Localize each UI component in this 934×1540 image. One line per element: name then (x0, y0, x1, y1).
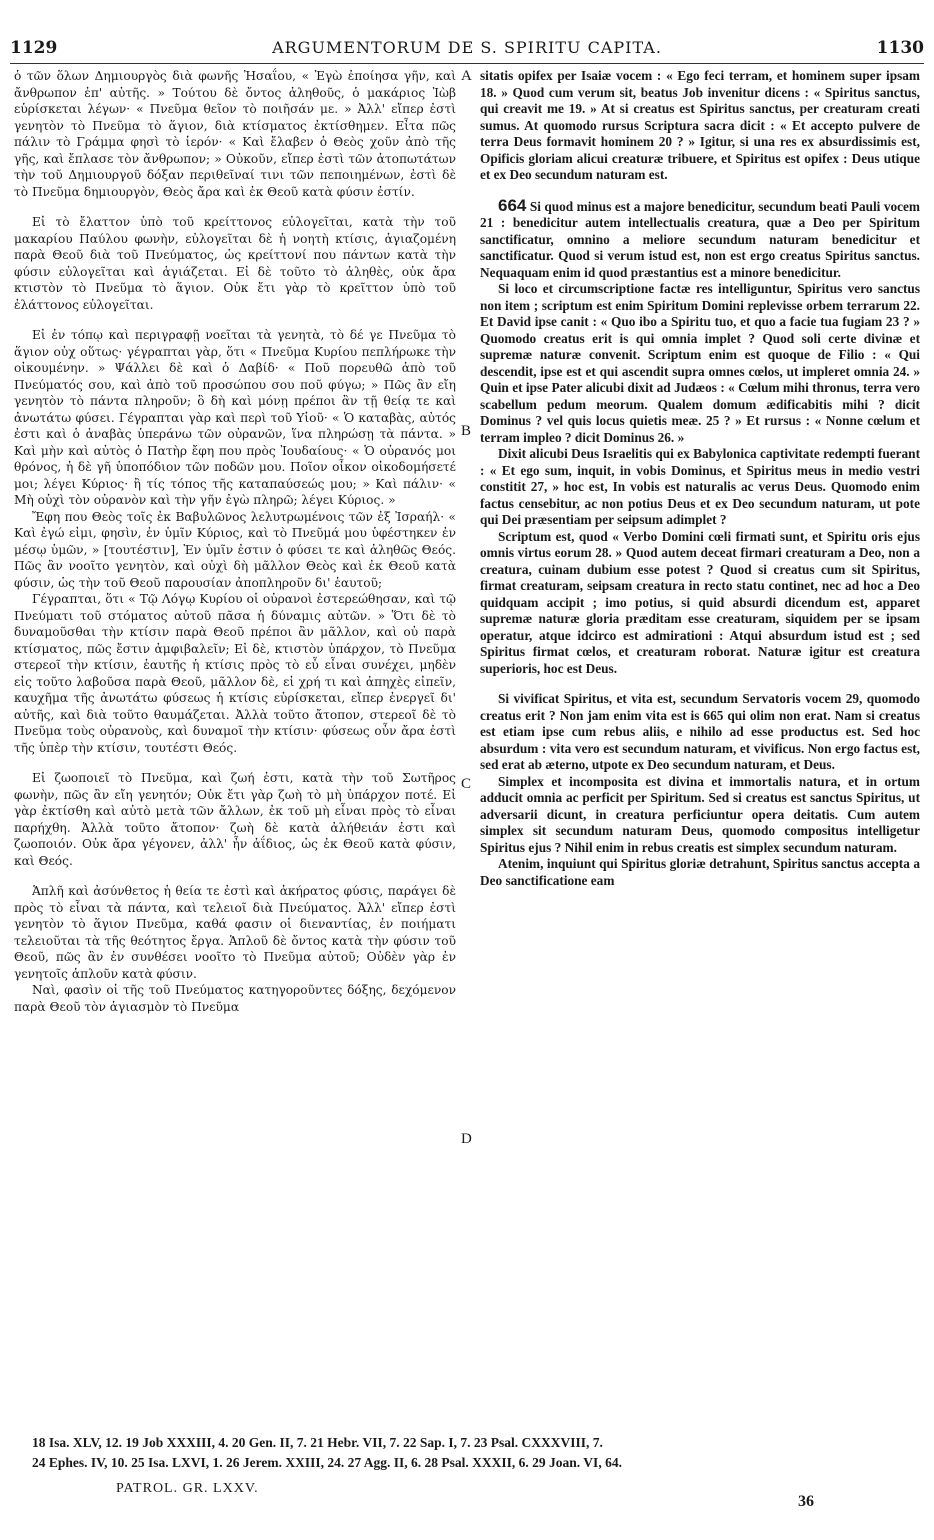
latin-paragraph: Si quod minus est a majore benedicitur, secundum beati Pauli vocem 21 : benedicitur autem intellectualis creatura, quæ a Deo per Spiritum sanctificatur, omnino a meliore secundum naturam benedicitur et sanctificatur. Quod si verum istud est, non est ergo creatus Spiritus sanctus. Nequaquam enim id quod præstantius est a minore benedicitur. (480, 198, 920, 280)
greek-paragraph: Εἰ τὸ ἔλαττον ὑπὸ τοῦ κρείττονος εὐλογεῖται, κατὰ τὴν τοῦ μακαρίου Παύλου φωνὴν, εὐλογεῖται δὲ ἡ νοητὴ κτίσις, ἁγιαζομένη παρὰ Θεοῦ διὰ τοῦ Πνεύματος, ὡς κρείττονί που πάντων κατὰ τὴν φύσιν εὐλογεῖται καὶ ἁγιάζεται. Εἰ δὲ τοῦτο τὸ ἀληθὲς, οὐκ ἄρα κτιστὸν τὸ Πνεῦμα τὸ ἅγιον. Οὐκ ἔτι γὰρ τὸ κρεῖττον ὑπὸ τοῦ ἐλάττονος εὐλογεῖται. (14, 215, 456, 312)
latin-paragraph: Simplex et incomposita est divina et immortalis natura, et in ortum adducit omnia ac perficit per Spiritum. Sed si creatus est sanctus Spiritus, ut adversarii dicunt, in creatura perficiuntur opera deitatis. Cum autem simplex sit secundum naturam Deus, quomodo compositus intelligetur Spiritus ejus ? Nihil enim in rebus creatis est simplex secundum naturam. (480, 773, 920, 855)
running-header (10, 38, 924, 62)
latin-column (480, 68, 920, 1410)
margin-letter-a: A (461, 68, 472, 84)
page-number-left: 1129 (10, 38, 58, 58)
latin-paragraph: sitatis opifex per Isaiæ vocem : « Ego feci terram, et hominem super ipsam 18. » Quod cum verum sit, beatus Job invenitur dicens : « Spiritus sanctus, qui creavit me 19. » At si creatus est Spiritus sanctus, per creaturam creati sumus. At quomodo rursus Scriptura sacra dicit : « Et accepto pulvere de terra Deus formavit hominem 20 ? » Igitur, si una res ex absurdissimis est, Opificis gloriam alicui creaturæ tribuere, et Spiritus est opifex : Deus utique et ex Deo secundum naturam est. (480, 68, 920, 182)
margin-letter-b: B (461, 423, 472, 439)
header-rule (10, 63, 924, 64)
greek-paragraph: Ἁπλῆ καὶ ἀσύνθετος ἡ θεία τε ἐστὶ καὶ ἀκήρατος φύσις, παράγει δὲ πρὸς τὸ εἶναι τὰ πάντα, καὶ τελειοῖ διὰ Πνεύματος. Ἀλλ' εἴπερ ἐστὶ γενητὸν τὸ ἅγιον Πνεῦμα, καθά φασιν οἱ διεναντίας, ἐν ποιήματι τελειοῦται τὰ τῆς θεότητος ἔργα. Ἁπλοῦ δὲ ὄντος κατὰ τὴν φύσιν τοῦ Θεοῦ, πῶς ἂν ἐν συνθέσει νοοῖτο τὸ Πνεῦμα αὐτοῦ; Οὐδὲν γὰρ ἐν γενητοῖς ἁπλοῦν κατὰ φύσιν. (14, 884, 456, 981)
greek-column (14, 68, 456, 1410)
greek-paragraph: ὁ τῶν ὅλων Δημιουργὸς διὰ φωνῆς Ἠσαΐου, « Ἐγὼ ἐποίησα γῆν, καὶ ἄνθρωπον ἐπ' αὐτῆς. » Τούτου δὲ ὄντος ἀληθοῦς, ὁ μακάριος Ἰὼβ εὑρίσκεται λέγων· « Πνεῦμα θεῖον τὸ ποιῆσάν με. » Ἀλλ' εἴπερ ἐστὶ γενητὸν τὸ Πνεῦμα τὸ ἅγιον, διὰ κτίσματος ἐκτίσθημεν. Εἶτα πῶς πάλιν τὸ Γράμμα φησὶ τὸ ἱερόν· « Καὶ ἔλαβεν ὁ Θεὸς χοῦν ἀπὸ τῆς γῆς, καὶ ἔπλασε τὸν ἄνθρωπον; » Οὐκοῦν, εἴπερ ἐστὶ τῶν ἀτοπωτάτων τὴν τοῦ Δημιουργοῦ δόξαν περιθεῖναί τινι τῶν πεποιημένων, ἐστὶ δὲ τὸ Πνεῦμα δημιουργὸν, Θεὸς ἄρα καὶ ἐκ Θεοῦ κατὰ φύσιν ἐστίν. (14, 69, 456, 199)
signature-number: 36 (798, 1493, 814, 1510)
greek-paragraph: Ἔφη που Θεὸς τοῖς ἐκ Βαβυλῶνος λελυτρωμένοις τῶν ἐξ Ἰσραήλ· « Καὶ ἐγώ εἰμι, φησὶν, ἐν ὑμῖν Κύριος, καὶ τὸ Πνεῦμά μου ὑφέστηκεν ἐν μέσῳ ὑμῶν, » [τουτέστιν], Ἐν ὑμῖν ἐστιν ὁ φύσει τε καὶ ἀληθῶς Θεός. Πῶς ἂν νοοῖτο γενητὸν, καὶ οὐχὶ δὴ μᾶλλον Θεὸς καὶ ἐκ Θεοῦ κατὰ φύσιν, ὡς τὴν τοῦ Θεοῦ παρουσίαν ἀποπληροῦν δι' ἑαυτοῦ; (14, 509, 456, 590)
running-title: ARGUMENTORUM DE S. SPIRITU CAPITA. (272, 38, 662, 57)
margin-letter-c: C (461, 776, 472, 792)
greek-paragraph: Εἰ ζωοποιεῖ τὸ Πνεῦμα, καὶ ζωή ἐστι, κατὰ τὴν τοῦ Σωτῆρος φωνὴν, πῶς ἂν εἴη γενητόν; Οὐκ ἔτι γὰρ ζωὴ τὸ μὴ ὑπάρχον ποτέ. Εἰ γὰρ ἐκτίσθη καὶ αὐτὸ μετὰ τῶν ἄλλων, ἐκ τοῦ μὴ εἶναι πρὸς τὸ εἶναι παρήχθη. Ἀλλὰ τοῦτο ἄτοπον· ζωὴ δὲ κατὰ ἀλήθειάν ἐστι καὶ ζωοποιόν. Οὐκ ἄρα γέγονεν, ἀλλ' ἦν ἀΐδιος, ὡς ἐκ Θεοῦ κατὰ φύσιν, καὶ Θεός. (14, 771, 456, 868)
series-footer: PATROL. GR. LXXV. (116, 1481, 259, 1496)
latin-paragraph: Scriptum est, quod « Verbo Domini cœli firmati sunt, et Spiritu oris ejus omnis virtus eorum 28. » Quod autem deceat firmari creaturam a Deo, non a creatura, cuinam dubium esse potest ? Quod si creatus cum sit Spiritus, firmat creaturam, seipsam creatura in recto statu continet, nec ad hoc a Deo quidquam accipit ; imo potius, si quid absurdi dicendum est, apparet supremæ naturæ gloria præditam esse creaturam, siquidem per se ipsam operatur, atque idcirco est admirationi : Atqui absurdum istud est ; sed Spiritus firmat cœlos, et creaturam roborat. Naturæ igitur est creatura superioris, hoc est Deus. (480, 528, 920, 676)
greek-paragraph: Γέγραπται, ὅτι « Τῷ Λόγῳ Κυρίου οἱ οὐρανοὶ ἐστερεώθησαν, καὶ τῷ Πνεύματι τοῦ στόματος αὐτοῦ πᾶσα ἡ δύναμις αὐτῶν. » Ὅτι δὲ τὸ δυναμοῦσθαι τὴν κτίσιν παρὰ Θεοῦ πρέποι ἂν μᾶλλον, καὶ οὐ παρὰ κτίσματος, πῶς ἔστιν ἀμφιβαλεῖν; Εἰ δὲ, κτιστὸν ὑπάρχον, τὸ Πνεῦμα στερεοῖ τὴν κτίσιν, ἑαυτῆς ἡ κτίσις πρὸς τὸ εὖ εἶναι συνέχει, μηδὲν εἰς τοῦτο λαβοῦσα παρὰ Θεοῦ, μᾶλλον δὲ, εἰ χρή τι καὶ ἀπηχὲς εἰπεῖν, καυχῆμα τῆς ἀνωτάτω φύσεως ἡ κτίσις εὑρίσκεται, εἴπερ ἐνεργεῖ δι' αὐτῆς, καὶ διὰ τοῦτο θαυμάζεται. Ἀλλὰ τοῦτο ἄτοπον, στερεοῖ δὲ τὸ Πνεῦμα τοὺς οὐρανοὺς, καὶ δυναμοῖ τὴν κτίσιν· φύσεως οὖν ἄρα ἐστὶ τῆς ὑπὲρ τὴν κτίσιν, τουτέστι Θεός. (14, 592, 456, 755)
latin-paragraph: Si loco et circumscriptione factæ res intelliguntur, Spiritus vero sanctus non item ; scriptum est enim Spiritum Domini replevisse orbem terrarum 22. Et David ipse canit : « Quo ibo a Spiritu tuo, et quo a facie tua fugiam 23 ? » Quomodo creatus erit is qui omnia implet ? Quod soli certe divinæ et supremæ naturæ convenit. Scriptum enim est quoque de Filio : « Qui descendit, ipse est et qui ascendit supra omnes cœlos, ut impleret omnia 24. » Quin et ipse Pater alicubi dixit ad Judæos : « Cœlum mihi thronus, terra vero scabellum pedum meorum. Qualem domum ædificabitis mihi ? dicit Dominus ? vel quis locus quietis meæ. 25 ? » Et rursus : « Nonne cœlum et terram impleo ? dicit Dominus 26. » (480, 281, 920, 445)
footnotes-line-1: 18 Isa. XLV, 12. 19 Job XXXIII, 4. 20 Gen. II, 7. 21 Hebr. VII, 7. 22 Sap. I, 7. 23 Psal. CXXXVIII, 7. (32, 1435, 603, 1450)
footnotes-line-2: 24 Ephes. IV, 10. 25 Isa. LXVI, 1. 26 Jerem. XXIII, 24. 27 Agg. II, 6. 28 Psal. XXXII, 6. 29 Joan. VI, 64. (32, 1455, 622, 1470)
margin-letter-d: D (461, 1131, 472, 1147)
latin-paragraph-664 (480, 195, 920, 282)
latin-paragraph: Dixit alicubi Deus Israelitis qui ex Babylonica captivitate redempti fuerant : « Et ego sum, inquit, in vobis Dominus, et Spiritus meus in medio vestri constitit 27, » hoc est, In vobis est naturalis ac verus Deus. Quomodo enim factus censebitur, ac non potius Deus et ex Deo secundum naturam, ut pote qui Dei præsentiam per seipsum adimplet ? (480, 446, 920, 527)
latin-paragraph: Atenim, inquiunt qui Spiritus gloriæ detrahunt, Spiritus sanctus accepta a Deo sanctificatione eam (480, 856, 920, 888)
page-number-right: 1130 (876, 38, 924, 58)
latin-paragraph: Si vivificat Spiritus, et vita est, secundum Servatoris vocem 29, quomodo creatus erit ? Non jam enim vita est is 665 qui olim non erat. Nam si creatus est etiam ipse cum rebus aliis, e nihilo ad esse productus est. Sed hoc absurdum : vita vero est secundum naturam, et vivificus. Non ergo factus est, sed erat ab æterno, utpote ex Deo secundum naturam, et Deus. (480, 691, 920, 772)
column-number-664: 664 (498, 195, 527, 215)
greek-paragraph: Εἰ ἐν τόπῳ καὶ περιγραφῇ νοεῖται τὰ γενητὰ, τὸ δέ γε Πνεῦμα τὸ ἅγιον οὐχ οὕτως· γέγραπται γὰρ, ὅτι « Πνεῦμα Κυρίου πεπλήρωκε τὴν οἰκουμένην. » Ψάλλει δὲ καὶ ὁ Δαβίδ· « Ποῦ πορευθῶ ἀπὸ τοῦ Πνεύματός σου, καὶ ἀπὸ τοῦ προσώπου σου ποῦ φύγω; » Πῶς ἂν εἴη γενητὸν τὸ πάντα πληροῦν; ὃ δὴ καὶ μόνῃ πρέποι ἂν τῇ θείᾳ τε καὶ ἀνωτάτω φύσει. Γέγραπται γὰρ καὶ περὶ τοῦ Υἱοῦ· « Ὁ καταβὰς, αὐτός ἐστι καὶ ὁ ἀναβὰς ὑπεράνω τῶν οὐρανῶν, ἵνα πληρώσῃ τὰ πάντα. » Καὶ μὴν καὶ αὐτὸς ὁ Πατὴρ ἔφη που πρὸς Ἰουδαίους· « Ὁ οὐρανός μοι θρόνος, ἡ δὲ γῆ ὑποπόδιον τῶν ποδῶν μου. Ποῖον οἶκον οἰκοδομήσετέ μοι; λέγει Κύριος· ἢ τίς τόπος τῆς καταπαύσεώς μου; » Καὶ πάλιν· « Μὴ οὐχὶ τὸν οὐρανὸν καὶ τὴν γῆν ἐγὼ πληρῶ; λέγει Κύριος. » (14, 328, 456, 507)
greek-paragraph: Ναὶ, φασὶν οἱ τῆς τοῦ Πνεύματος κατηγοροῦντες δόξης, δεχόμενον παρὰ Θεοῦ τὸν ἁγιασμὸν τὸ Πνεῦμα (14, 983, 456, 1014)
